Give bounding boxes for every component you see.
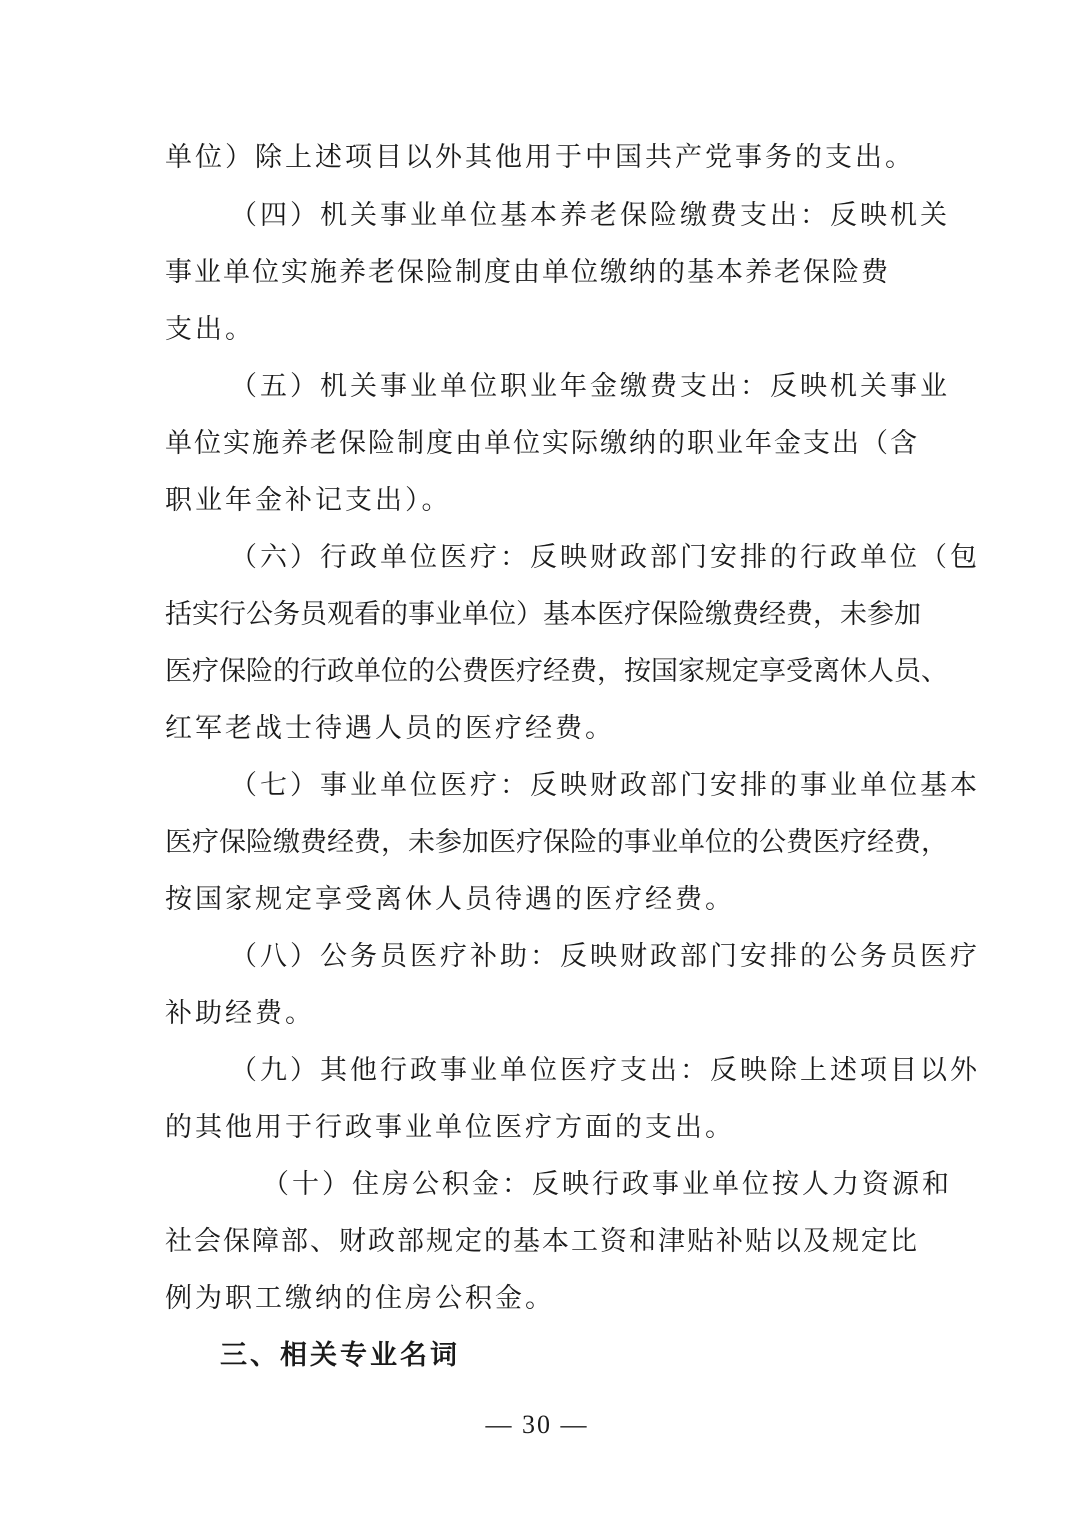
text-line: 按国家规定享受离休人员待遇的医疗经费。 <box>165 884 735 915</box>
text-line: （八）公务员医疗补助：反映财政部门安排的公务员医疗 <box>230 941 980 972</box>
text-line: 医疗保险的行政单位的公费医疗经费，按国家规定享受离休人员、 <box>165 656 948 687</box>
page-number: — 30 — <box>485 1410 589 1439</box>
text-line: 的其他用于行政事业单位医疗方面的支出。 <box>165 1112 735 1143</box>
text-line: （十）住房公积金：反映行政事业单位按人力资源和 <box>262 1169 952 1200</box>
text-line: 医疗保险缴费经费，未参加医疗保险的事业单位的公费医疗经费， <box>165 827 948 858</box>
text-line: 单位）除上述项目以外其他用于中国共产党事务的支出。 <box>165 142 915 173</box>
text-line: 红军老战士待遇人员的医疗经费。 <box>165 713 615 744</box>
text-line: 单位实施养老保险制度由单位实际缴纳的职业年金支出（含 <box>165 428 919 459</box>
text-line: （四）机关事业单位基本养老保险缴费支出：反映机关 <box>230 200 950 231</box>
text-line: 事业单位实施养老保险制度由单位缴纳的基本养老保险费 <box>165 257 890 288</box>
text-line: （五）机关事业单位职业年金缴费支出：反映机关事业 <box>230 371 950 402</box>
text-line: 括实行公务员观看的事业单位）基本医疗保险缴费经费，未参加 <box>165 599 921 630</box>
text-line: 例为职工缴纳的住房公积金。 <box>165 1283 555 1314</box>
text-line: （九）其他行政事业单位医疗支出：反映除上述项目以外 <box>230 1055 980 1086</box>
section-heading: 三、相关专业名词 <box>220 1340 460 1371</box>
text-line: 支出。 <box>165 314 255 345</box>
text-line: （六）行政单位医疗：反映财政部门安排的行政单位（包 <box>230 542 980 573</box>
text-line: 补助经费。 <box>165 998 315 1029</box>
text-line: （七）事业单位医疗：反映财政部门安排的事业单位基本 <box>230 770 980 801</box>
text-line: 社会保障部、财政部规定的基本工资和津贴补贴以及规定比 <box>165 1226 919 1257</box>
text-line: 职业年金补记支出）。 <box>165 485 452 516</box>
